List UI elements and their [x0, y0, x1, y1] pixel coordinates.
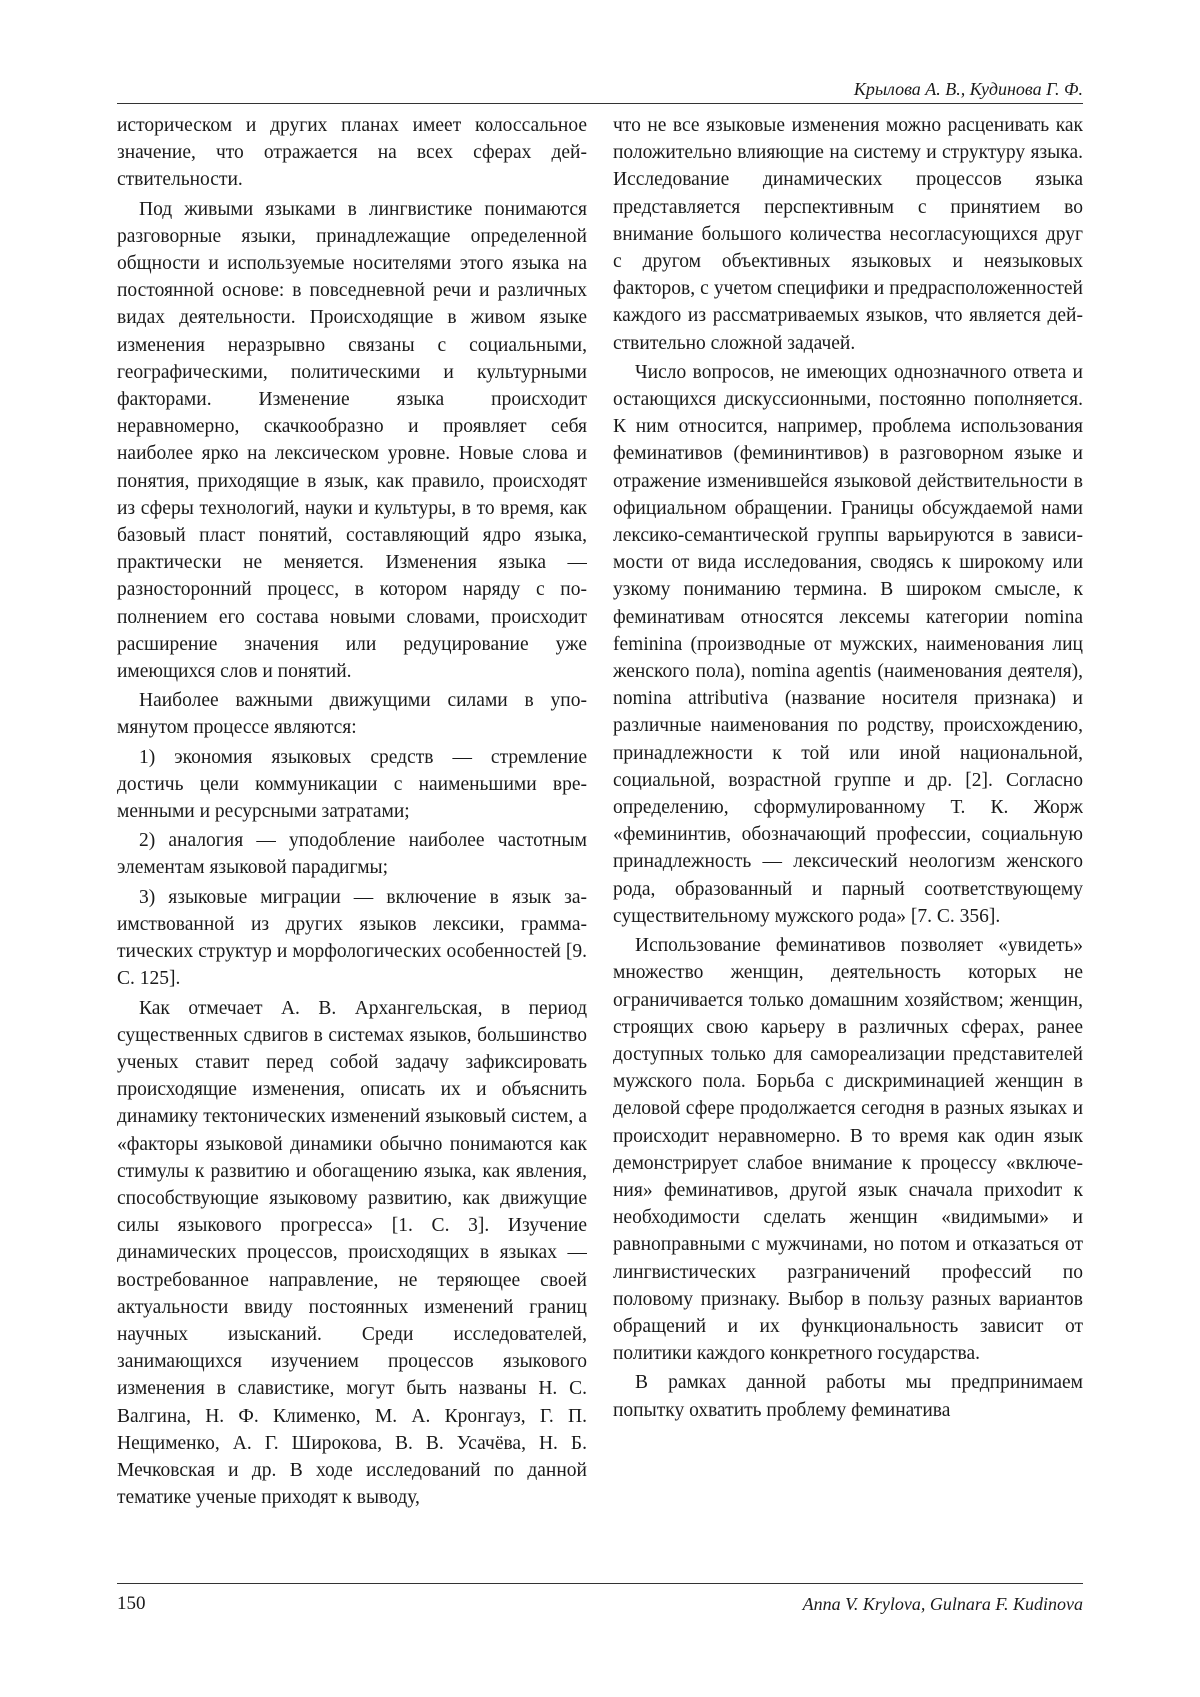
- list-item: 3) языковые миграции — включение в язык заимствованной из других языков лексики, грамматических структур и морфологических особенностей [9. С. 125].: [117, 886, 587, 990]
- running-footer-authors: Anna V. Krylova, Gulnara F. Kudinova: [802, 1594, 1083, 1614]
- paragraph: В рамках данной работы мы предпринимаем попытку охватить проблему феминатива: [613, 1372, 1083, 1421]
- paragraph: Использование феминативов позволяет «увидеть» множество женщин, деятельность которых не ограничивается только домашним хозяйством; женщин, строящих свою карьеру в различных сферах, ранее доступных только для самореализации представителей мужского пола. Борьба с дискриминацией женщин в деловой сфере продолжается сегодня в разных языках и происходит неравномерно. В то время как один язык демонстрирует слабое внимание к процессу «включения» феминативов, другой язык сначала прихоdит к необходимости сделать женщин «видимыми» и равноправными с мужчинами, но потом и отказаться от лингвистических разграничений профессий по половому признаку. Выбор в пользу разных вариантов обращений и их функциональность зависит от политики каждого конкретного государства.: [613, 935, 1083, 1365]
- header-rule: [117, 103, 1083, 104]
- page-number: 150: [117, 1593, 146, 1614]
- running-header-authors: Крылова А. В., Кудинова Г. Ф.: [853, 79, 1083, 99]
- text-column-right: [613, 112, 1083, 1572]
- list-item: 1) экономия языковых средств — стремление достичь цели коммуникации с наименьшими временными и ресурсными затратами;: [117, 746, 587, 823]
- paragraph: Под живыми языками в лингвистике понимаются разговорные языки, принадлежащие определенной общности и используемые носителями этого языка на постоянной основе: в повседневной речи и различных видах деятельности. Происходящие в живом языке изменения неразрывно связаны с социальными, географическими, политическими и культурными факторами. Изменение языка происходит неравномерно, скачкообразно и проявляет себя наиболее ярко на лексическом уровне. Новые слова и понятия, приходящие в язык, как правило, происходят из сферы технологий, науки и культуры, в то время, как базовый пласт понятий, составляющий ядро языка, практически не меняется. Изменения языка — разносторонний процесс, в котором наряду с пополнением его состава новыми словами, происходит расширение значения или редуцирование уже имеющихся слов и понятий.: [117, 198, 587, 683]
- paragraph: Как отмечает А. В. Архангельская, в период существенных сдвигов в системах языков, большинство ученых ставит перед собой задачу зафиксировать происходящие изменения, описать их и объяснить динамику тектонических изменений языковый систем, а «факторы языковой динамики обычно понимаются как стимулы к развитию и обогащению языка, как явления, способствующие языковому развитию, как движущие силы языкового прогресса» [1. С. 3]. Изучение динамических процессов, происходящих в языках — востребованное направление, не теряющее своей актуальности ввиду постоянных изменений границ научных изысканий. Среди исследователей, занимающихся изучением процессов языкового изменения в славистике, могут быть названы Н. С. Валгина, Н. Ф. Клименко, М. А. Кронгауз, Г. П. Нещименко, А. Г. Широкова, В. В. Усачёва, Н. Б. Мечковская и др. В ходе исследований по данной тематике ученые приходят к выводу,: [117, 997, 587, 1509]
- footer-rule: [117, 1583, 1083, 1584]
- text-column-left: [117, 112, 587, 1572]
- paragraph: Число вопросов, не имеющих однозначного ответа и остающихся дискуссионными, постоянно пополняется. К ним относится, например, проблема использования феминативов (фемининтивов) в разговорном языке и отражение изменившейся языковой действительности в официальном обращении. Границы обсуждаемой нами лексико-семантической группы варьируются в зависимости от вида исследования, сводясь к широкому или узкому пониманию термина. В широком смысле, к феминативам относятся лексемы категории nomina feminina (производные от мужских, наименования лиц женского пола), nomina agentis (наименования деятеля), nomina attributiva (название носителя признака) и различные наименования по родству, происхождению, принадлежности к той или иной национальной, социальной, возрастной группе и др. [2]. Согласно определению, сформулированному Т. К. Жорж «фемининтив, обозначающий профессии, социальную принадлежность — лексический неологизм женского рода, образованный и парный соответствующему существительному мужского рода» [7. С. 356].: [613, 361, 1083, 927]
- list-item: 2) аналогия — уподобление наиболее частотным элементам языковой парадигмы;: [117, 830, 587, 879]
- paragraph: историческом и других планах имеет колоссальное значение, что отражается на всех сферах действительности.: [117, 115, 587, 191]
- paragraph: Наиболее важными движущими силами в упомянутом процессе являются:: [117, 690, 587, 739]
- paragraph: что не все языковые изменения можно расценивать как положительно влияющие на систему и структуру языка. Исследование динамических процессов языка представляется перспективным с принятием во внимание большого количества несогласующихся друг с другом объективных языковых и неязыковых факторов, с учетом специфики и предрасположенностей каждого из рассматриваемых языков, что является действительно сложной задачей.: [613, 115, 1083, 354]
